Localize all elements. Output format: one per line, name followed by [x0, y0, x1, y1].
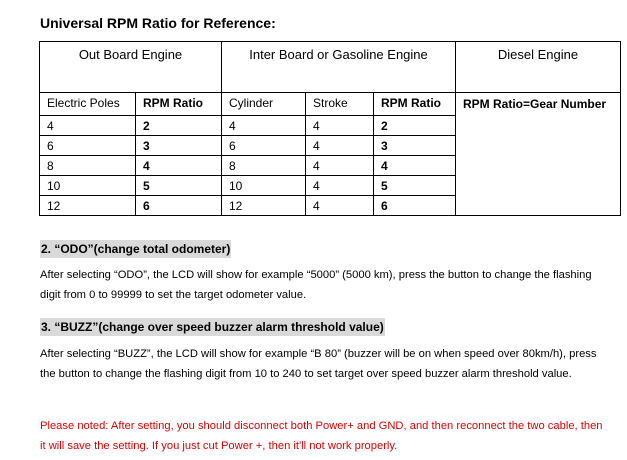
cell-cylinder: 8 [222, 156, 306, 176]
cell-electric-poles: 4 [40, 116, 136, 136]
group-diesel-engine: Diesel Engine [456, 42, 621, 93]
cell-cylinder: 10 [222, 176, 306, 196]
cell-cylinder: 6 [222, 136, 306, 156]
cell-rpm-ratio: 5 [136, 176, 222, 196]
cell-rpm-ratio: 5 [374, 176, 456, 196]
cell-rpm-ratio: 3 [374, 136, 456, 156]
cell-rpm-ratio: 6 [374, 196, 456, 216]
cell-electric-poles: 10 [40, 176, 136, 196]
diesel-rpm-note: RPM Ratio=Gear Number [456, 93, 621, 216]
rpm-ratio-table [39, 41, 621, 216]
group-outboard-engine: Out Board Engine [40, 42, 222, 93]
col-electric-poles: Electric Poles [40, 93, 136, 116]
cell-stroke: 4 [306, 176, 374, 196]
odo-section-body: After selecting “ODO”, the LCD will show for example “5000” (5000 km), press the button to change the flashing digit from 0 to 99999 to set the target odometer value. [40, 269, 592, 301]
cell-rpm-ratio: 4 [374, 156, 456, 176]
cell-electric-poles: 8 [40, 156, 136, 176]
table-group-header-row [40, 42, 621, 93]
group-inboard-gasoline-engine: Inter Board or Gasoline Engine [222, 42, 456, 93]
cell-stroke: 4 [306, 116, 374, 136]
buzz-section-title: 3. “BUZZ”(change over speed buzzer alarm threshold value) [41, 320, 384, 334]
cell-rpm-ratio: 6 [136, 196, 222, 216]
page-heading: Universal RPM Ratio for Reference: [40, 15, 276, 31]
cell-rpm-ratio: 3 [136, 136, 222, 156]
cell-rpm-ratio: 2 [136, 116, 222, 136]
col-cylinder: Cylinder [222, 93, 306, 116]
table-column-header-row [40, 93, 621, 116]
power-reset-note: Please noted: After setting, you should disconnect both Power+ and GND, and then reconnect the two cable, then it will save the setting. If you just cut Power +, then it'll not work properly. [40, 420, 603, 452]
col-rpm-ratio-inboard: RPM Ratio [374, 93, 456, 116]
col-rpm-ratio-outboard: RPM Ratio [136, 93, 222, 116]
cell-cylinder: 12 [222, 196, 306, 216]
cell-electric-poles: 6 [40, 136, 136, 156]
cell-stroke: 4 [306, 156, 374, 176]
cell-stroke: 4 [306, 196, 374, 216]
cell-electric-poles: 12 [40, 196, 136, 216]
buzz-section-body: After selecting “BUZZ”, the LCD will show for example “B 80” (buzzer will be on when speed over 80km/h), press the button to change the flashing digit from 10 to 240 to set target over speed buzzer alarm threshold value. [40, 348, 597, 380]
cell-stroke: 4 [306, 136, 374, 156]
col-stroke: Stroke [306, 93, 374, 116]
cell-cylinder: 4 [222, 116, 306, 136]
odo-section-title: 2. “ODO”(change total odometer) [41, 242, 231, 256]
cell-rpm-ratio: 2 [374, 116, 456, 136]
cell-rpm-ratio: 4 [136, 156, 222, 176]
